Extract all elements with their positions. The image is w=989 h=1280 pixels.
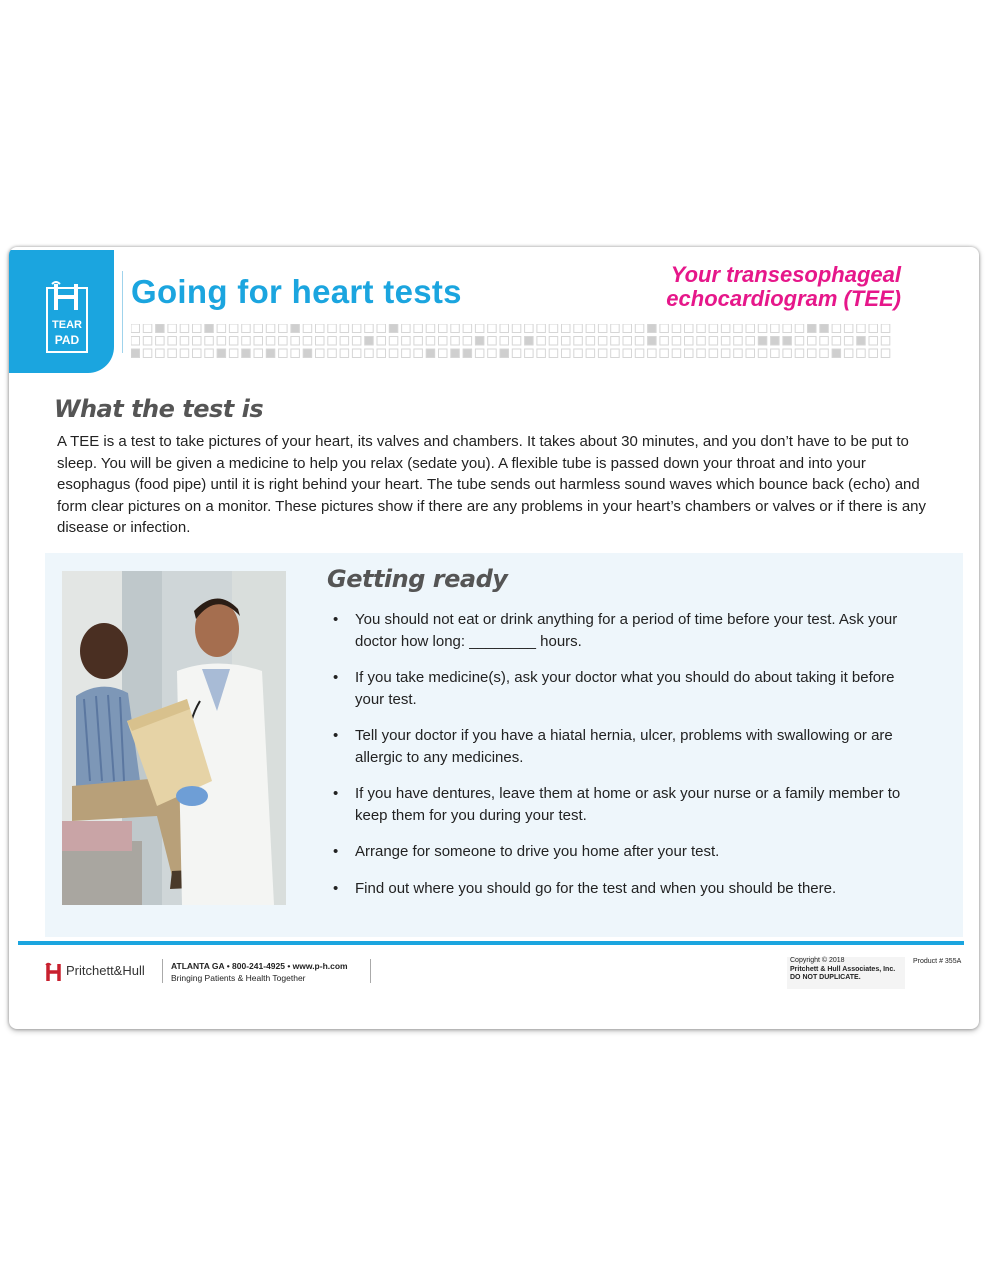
- pattern-square: [844, 349, 853, 358]
- pattern-square: [746, 324, 755, 333]
- pattern-square: [758, 337, 767, 346]
- pattern-square: [832, 337, 841, 346]
- pattern-square: [229, 324, 238, 333]
- pattern-square: [475, 324, 484, 333]
- copyright-line: DO NOT DUPLICATE.: [790, 974, 861, 981]
- pattern-square: [242, 337, 251, 346]
- pritchett-hull-logo-icon: [45, 962, 65, 982]
- page-title: Going for heart tests: [131, 273, 462, 310]
- pattern-square: [857, 324, 866, 333]
- pattern-square: [143, 337, 152, 346]
- pattern-square: [685, 349, 694, 358]
- doctor-patient-photo: [62, 571, 286, 905]
- pattern-square: [475, 349, 484, 358]
- pattern-square: [168, 337, 177, 346]
- pattern-square: [291, 349, 300, 358]
- pattern-square: [131, 337, 140, 346]
- pattern-square: [808, 337, 817, 346]
- handout-sheet: [9, 247, 979, 1029]
- pattern-square: [500, 324, 509, 333]
- pattern-square: [648, 337, 657, 346]
- pattern-square: [537, 349, 546, 358]
- pattern-square: [389, 324, 398, 333]
- pattern-square: [562, 349, 571, 358]
- pattern-square: [217, 337, 226, 346]
- pattern-square: [586, 337, 595, 346]
- pattern-square: [156, 337, 165, 346]
- pattern-square: [525, 349, 534, 358]
- pattern-square: [697, 337, 706, 346]
- pattern-square: [266, 349, 275, 358]
- pattern-square: [463, 324, 472, 333]
- pattern-square: [734, 349, 743, 358]
- pattern-square: [279, 349, 288, 358]
- pattern-square: [820, 349, 829, 358]
- preparation-list: [333, 609, 903, 914]
- pattern-square: [352, 349, 361, 358]
- pattern-square: [574, 337, 583, 346]
- tearpad-brand-tab: [9, 250, 114, 373]
- pattern-square: [820, 324, 829, 333]
- pattern-square: [414, 349, 423, 358]
- pattern-square: [697, 349, 706, 358]
- pattern-square: [648, 349, 657, 358]
- pattern-square: [254, 349, 263, 358]
- pattern-square: [586, 349, 595, 358]
- pattern-square: [869, 349, 878, 358]
- pattern-square: [488, 324, 497, 333]
- pattern-square: [426, 324, 435, 333]
- pattern-square: [143, 349, 152, 358]
- pattern-square: [820, 337, 829, 346]
- pattern-square: [340, 349, 349, 358]
- pattern-square: [771, 324, 780, 333]
- pattern-square: [156, 324, 165, 333]
- pattern-square: [869, 337, 878, 346]
- pattern-square: [500, 349, 509, 358]
- pattern-square: [857, 349, 866, 358]
- pattern-square: [303, 324, 312, 333]
- pattern-square: [562, 324, 571, 333]
- pattern-square: [709, 349, 718, 358]
- pattern-square: [217, 324, 226, 333]
- pattern-square: [832, 349, 841, 358]
- pattern-square: [279, 337, 288, 346]
- list-item: • Find out where you should go for the test and when you should be there.: [333, 878, 903, 900]
- pattern-square: [488, 349, 497, 358]
- pattern-square: [881, 349, 890, 358]
- pattern-square: [586, 324, 595, 333]
- pattern-square: [402, 324, 411, 333]
- pattern-square: [783, 324, 792, 333]
- pattern-square: [832, 324, 841, 333]
- pattern-square: [549, 324, 558, 333]
- pattern-square: [365, 324, 374, 333]
- subtitle-line-1: Your transesophageal: [670, 262, 901, 287]
- pattern-square: [844, 324, 853, 333]
- list-item: • If you have dentures, leave them at home or ask your nurse or a family member to keep them for you during your test.: [333, 783, 903, 826]
- pattern-square: [316, 324, 325, 333]
- footer-divider: [18, 941, 964, 945]
- pattern-square: [598, 349, 607, 358]
- pattern-square: [660, 324, 669, 333]
- title-divider: [122, 271, 123, 353]
- pattern-square: [783, 349, 792, 358]
- pattern-square: [697, 324, 706, 333]
- pattern-square: [771, 349, 780, 358]
- subtitle-line-2: echocardiogram (TEE): [666, 286, 901, 311]
- pattern-square: [611, 324, 620, 333]
- pattern-square: [562, 337, 571, 346]
- intro-paragraph: A TEE is a test to take pictures of your heart, its valves and chambers. It takes about 30 minutes, and you don’t have to be put to sleep. You will be given a medicine to help you relax (sedate you). A flexible tube is passed down your throat and into your esophagus (food pipe) until it is right behind your heart. The tube sends out harmless sound waves which bounce back (echo) and form clear pictures on a monitor. These pictures show if there are any problems in your heart’s chambers or valves or if there is any disease or infection.: [57, 433, 927, 536]
- pattern-square: [340, 337, 349, 346]
- pattern-square: [352, 337, 361, 346]
- pattern-square: [180, 349, 189, 358]
- pattern-square: [414, 337, 423, 346]
- logo-text-tear: TEAR: [52, 319, 82, 331]
- pattern-square: [340, 324, 349, 333]
- pattern-square: [721, 349, 730, 358]
- pattern-square: [279, 324, 288, 333]
- pattern-square: [808, 324, 817, 333]
- contact-line: ATLANTA GA • 800-241-4925 • www.p-h.com: [171, 961, 348, 971]
- pattern-square: [229, 349, 238, 358]
- pattern-square: [844, 337, 853, 346]
- pattern-square: [672, 337, 681, 346]
- pattern-square: [537, 324, 546, 333]
- pattern-square: [291, 324, 300, 333]
- pattern-square: [205, 324, 214, 333]
- pattern-square: [721, 337, 730, 346]
- pattern-square: [783, 337, 792, 346]
- pattern-square: [635, 324, 644, 333]
- pattern-square: [402, 349, 411, 358]
- pattern-square: [180, 324, 189, 333]
- pattern-square: [414, 324, 423, 333]
- pattern-square: [758, 349, 767, 358]
- pattern-square: [881, 324, 890, 333]
- pattern-square: [672, 324, 681, 333]
- pattern-square: [746, 337, 755, 346]
- pattern-square: [439, 349, 448, 358]
- pattern-square: [377, 349, 386, 358]
- pattern-square: [771, 337, 780, 346]
- pattern-square: [512, 349, 521, 358]
- pattern-square: [795, 337, 804, 346]
- list-item: • If you take medicine(s), ask your doctor what you should do about taking it before your test.: [333, 667, 903, 710]
- pattern-square: [623, 337, 632, 346]
- pattern-square: [217, 349, 226, 358]
- pattern-square: [451, 337, 460, 346]
- pattern-square: [131, 324, 140, 333]
- pattern-square: [734, 324, 743, 333]
- pattern-square: [685, 324, 694, 333]
- pattern-square: [439, 324, 448, 333]
- pattern-square: [180, 337, 189, 346]
- pattern-square: [660, 349, 669, 358]
- pattern-square: [426, 337, 435, 346]
- pattern-square: [254, 324, 263, 333]
- pattern-square: [193, 324, 202, 333]
- list-item: • You should not eat or drink anything for a period of time before your test. Ask your doctor how long: ________ hours.: [333, 609, 903, 652]
- pattern-square: [316, 337, 325, 346]
- pattern-square: [303, 337, 312, 346]
- pattern-square: [168, 324, 177, 333]
- pattern-square: [537, 337, 546, 346]
- pattern-square: [254, 337, 263, 346]
- page-subtitle: [541, 263, 901, 311]
- pattern-square: [881, 337, 890, 346]
- pattern-square: [377, 324, 386, 333]
- decorative-dot-pattern: [131, 324, 893, 360]
- getting-ready-panel: [45, 553, 963, 937]
- pattern-square: [328, 337, 337, 346]
- copyright-line: Pritchett & Hull Associates, Inc.: [790, 965, 896, 973]
- pattern-square: [205, 337, 214, 346]
- pattern-square: [795, 349, 804, 358]
- pattern-square: [389, 349, 398, 358]
- pattern-square: [242, 324, 251, 333]
- pattern-square: [758, 324, 767, 333]
- pattern-square: [574, 349, 583, 358]
- list-item: • Arrange for someone to drive you home after your test.: [333, 841, 903, 863]
- pattern-square: [574, 324, 583, 333]
- pattern-square: [426, 349, 435, 358]
- pattern-square: [857, 337, 866, 346]
- tagline: Bringing Patients & Health Together: [171, 973, 306, 983]
- pattern-square: [512, 337, 521, 346]
- pattern-square: [525, 324, 534, 333]
- pattern-square: [193, 349, 202, 358]
- pattern-square: [205, 349, 214, 358]
- pattern-square: [402, 337, 411, 346]
- pattern-square: [242, 349, 251, 358]
- footer-separator: [370, 959, 371, 983]
- pattern-square: [328, 349, 337, 358]
- pattern-square: [525, 337, 534, 346]
- pattern-square: [611, 337, 620, 346]
- list-item: • Tell your doctor if you have a hiatal hernia, ulcer, problems with swallowing or are allergic to any medicines.: [333, 725, 903, 768]
- section-heading-what: What the test is: [54, 395, 264, 423]
- pattern-square: [611, 349, 620, 358]
- pattern-square: [795, 324, 804, 333]
- pattern-square: [549, 337, 558, 346]
- pattern-square: [316, 349, 325, 358]
- pattern-square: [709, 337, 718, 346]
- pattern-square: [635, 337, 644, 346]
- pattern-square: [389, 337, 398, 346]
- pattern-square: [500, 337, 509, 346]
- pattern-square: [475, 337, 484, 346]
- pattern-square: [266, 324, 275, 333]
- pattern-square: [439, 337, 448, 346]
- pattern-square: [266, 337, 275, 346]
- pattern-square: [229, 337, 238, 346]
- pattern-square: [291, 337, 300, 346]
- pattern-square: [549, 349, 558, 358]
- pattern-square: [685, 337, 694, 346]
- pattern-square: [143, 324, 152, 333]
- logo-text-pad: PAD: [54, 333, 80, 347]
- pattern-square: [131, 349, 140, 358]
- pattern-square: [328, 324, 337, 333]
- pattern-square: [463, 337, 472, 346]
- pattern-square: [303, 349, 312, 358]
- footer-separator: [162, 959, 163, 983]
- pattern-square: [488, 337, 497, 346]
- pattern-square: [623, 324, 632, 333]
- pattern-square: [598, 324, 607, 333]
- company-contact: [171, 960, 348, 984]
- pattern-square: [193, 337, 202, 346]
- pattern-square: [623, 349, 632, 358]
- pattern-square: [377, 337, 386, 346]
- pattern-square: [635, 349, 644, 358]
- pattern-square: [463, 349, 472, 358]
- pattern-square: [365, 337, 374, 346]
- pattern-square: [365, 349, 374, 358]
- pattern-square: [672, 349, 681, 358]
- tearpad-logo-icon: [46, 280, 88, 354]
- pattern-square: [709, 324, 718, 333]
- pattern-square: [156, 349, 165, 358]
- pattern-square: [721, 324, 730, 333]
- copyright-line: Copyright © 2018: [790, 957, 845, 964]
- company-name: Pritchett&Hull: [66, 963, 145, 978]
- pattern-square: [168, 349, 177, 358]
- pattern-square: [512, 324, 521, 333]
- pattern-square: [869, 324, 878, 333]
- pattern-square: [451, 324, 460, 333]
- product-number: Product # 355A: [913, 958, 962, 965]
- pattern-square: [746, 349, 755, 358]
- section-heading-ready: Getting ready: [327, 565, 508, 593]
- pattern-square: [660, 337, 669, 346]
- pattern-square: [451, 349, 460, 358]
- pattern-square: [648, 324, 657, 333]
- pattern-square: [808, 349, 817, 358]
- copyright-notice: [787, 957, 905, 989]
- pattern-square: [352, 324, 361, 333]
- pattern-square: [598, 337, 607, 346]
- pattern-square: [734, 337, 743, 346]
